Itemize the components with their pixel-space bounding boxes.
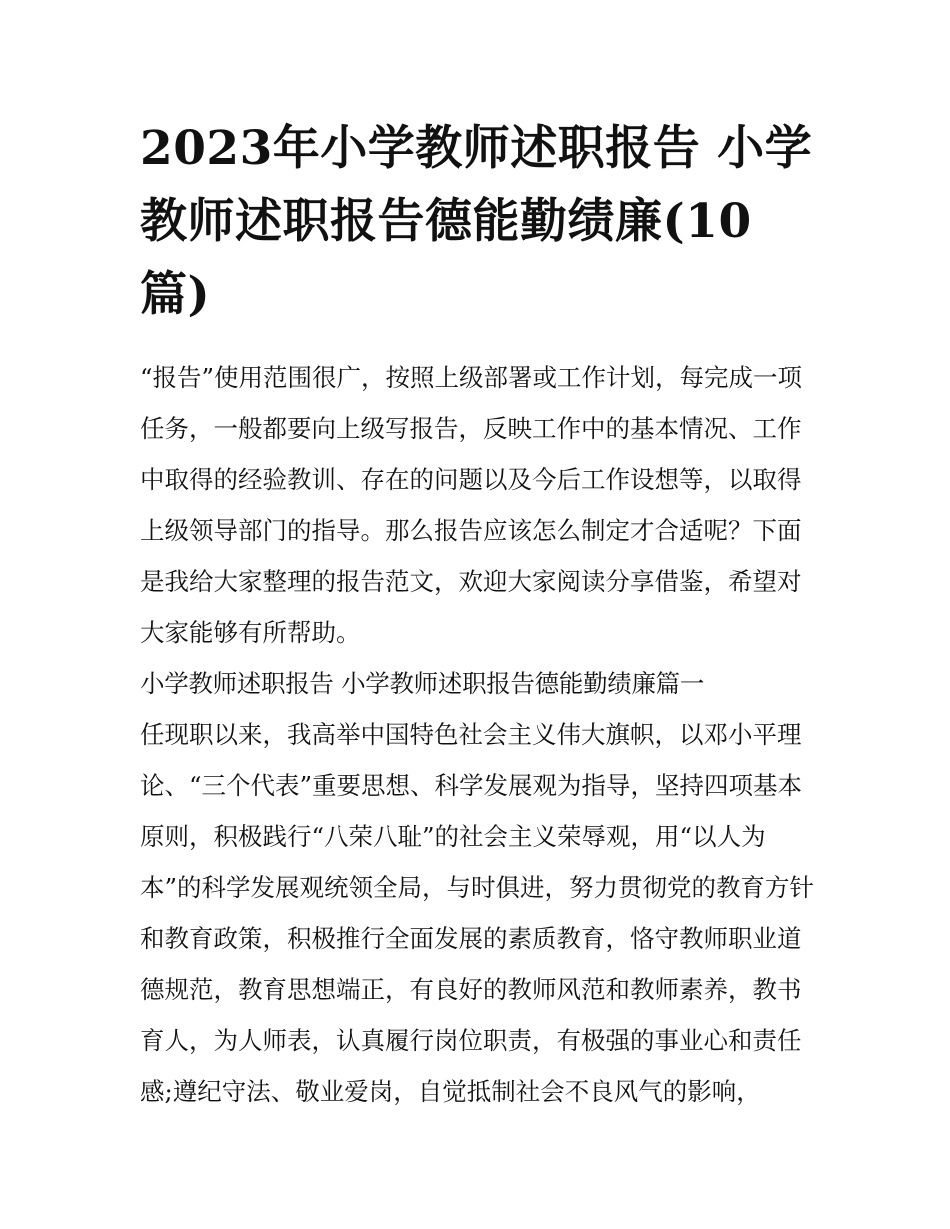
document-page: [140, 112, 816, 1117]
document-title: 2023年小学教师述职报告 小学教师述职报告德能勤绩廉(10篇): [140, 121, 813, 322]
body-paragraph: 任现职以来，我高举中国特色社会主义伟大旗帜，以邓小平理论、“三个代表”重要思想、科学发展观为指导，坚持四项基本原则，积极践行“八荣八耻”的社会主义荣辱观，用“以人为本”的科学发展观统领全局，与时俱进，努力贯彻党的教育方针和教育政策，积极推行全面发展的素质教育，恪守教师职业道德规范，教育思想端正，有良好的教师风范和教师素养，教书育人，为人师表，认真履行岗位职责，有极强的事业心和责任感;遵纪守法、敬业爱岗，自觉抵制社会不良风气的影响，: [140, 720, 815, 1106]
section-heading: 小学教师述职报告 小学教师述职报告德能勤绩廉篇一: [140, 669, 705, 698]
intro-paragraph: “报告”使用范围很广，按照上级部署或工作计划，每完成一项任务，一般都要向上级写报告，反映工作中的基本情况、工作中取得的经验教训、存在的问题以及今后工作设想等，以取得上级领导部门的指导。那么报告应该怎么制定才合适呢？下面是我给大家整理的报告范文，欢迎大家阅读分享借鉴，希望对大家能够有所帮助。: [140, 363, 803, 647]
